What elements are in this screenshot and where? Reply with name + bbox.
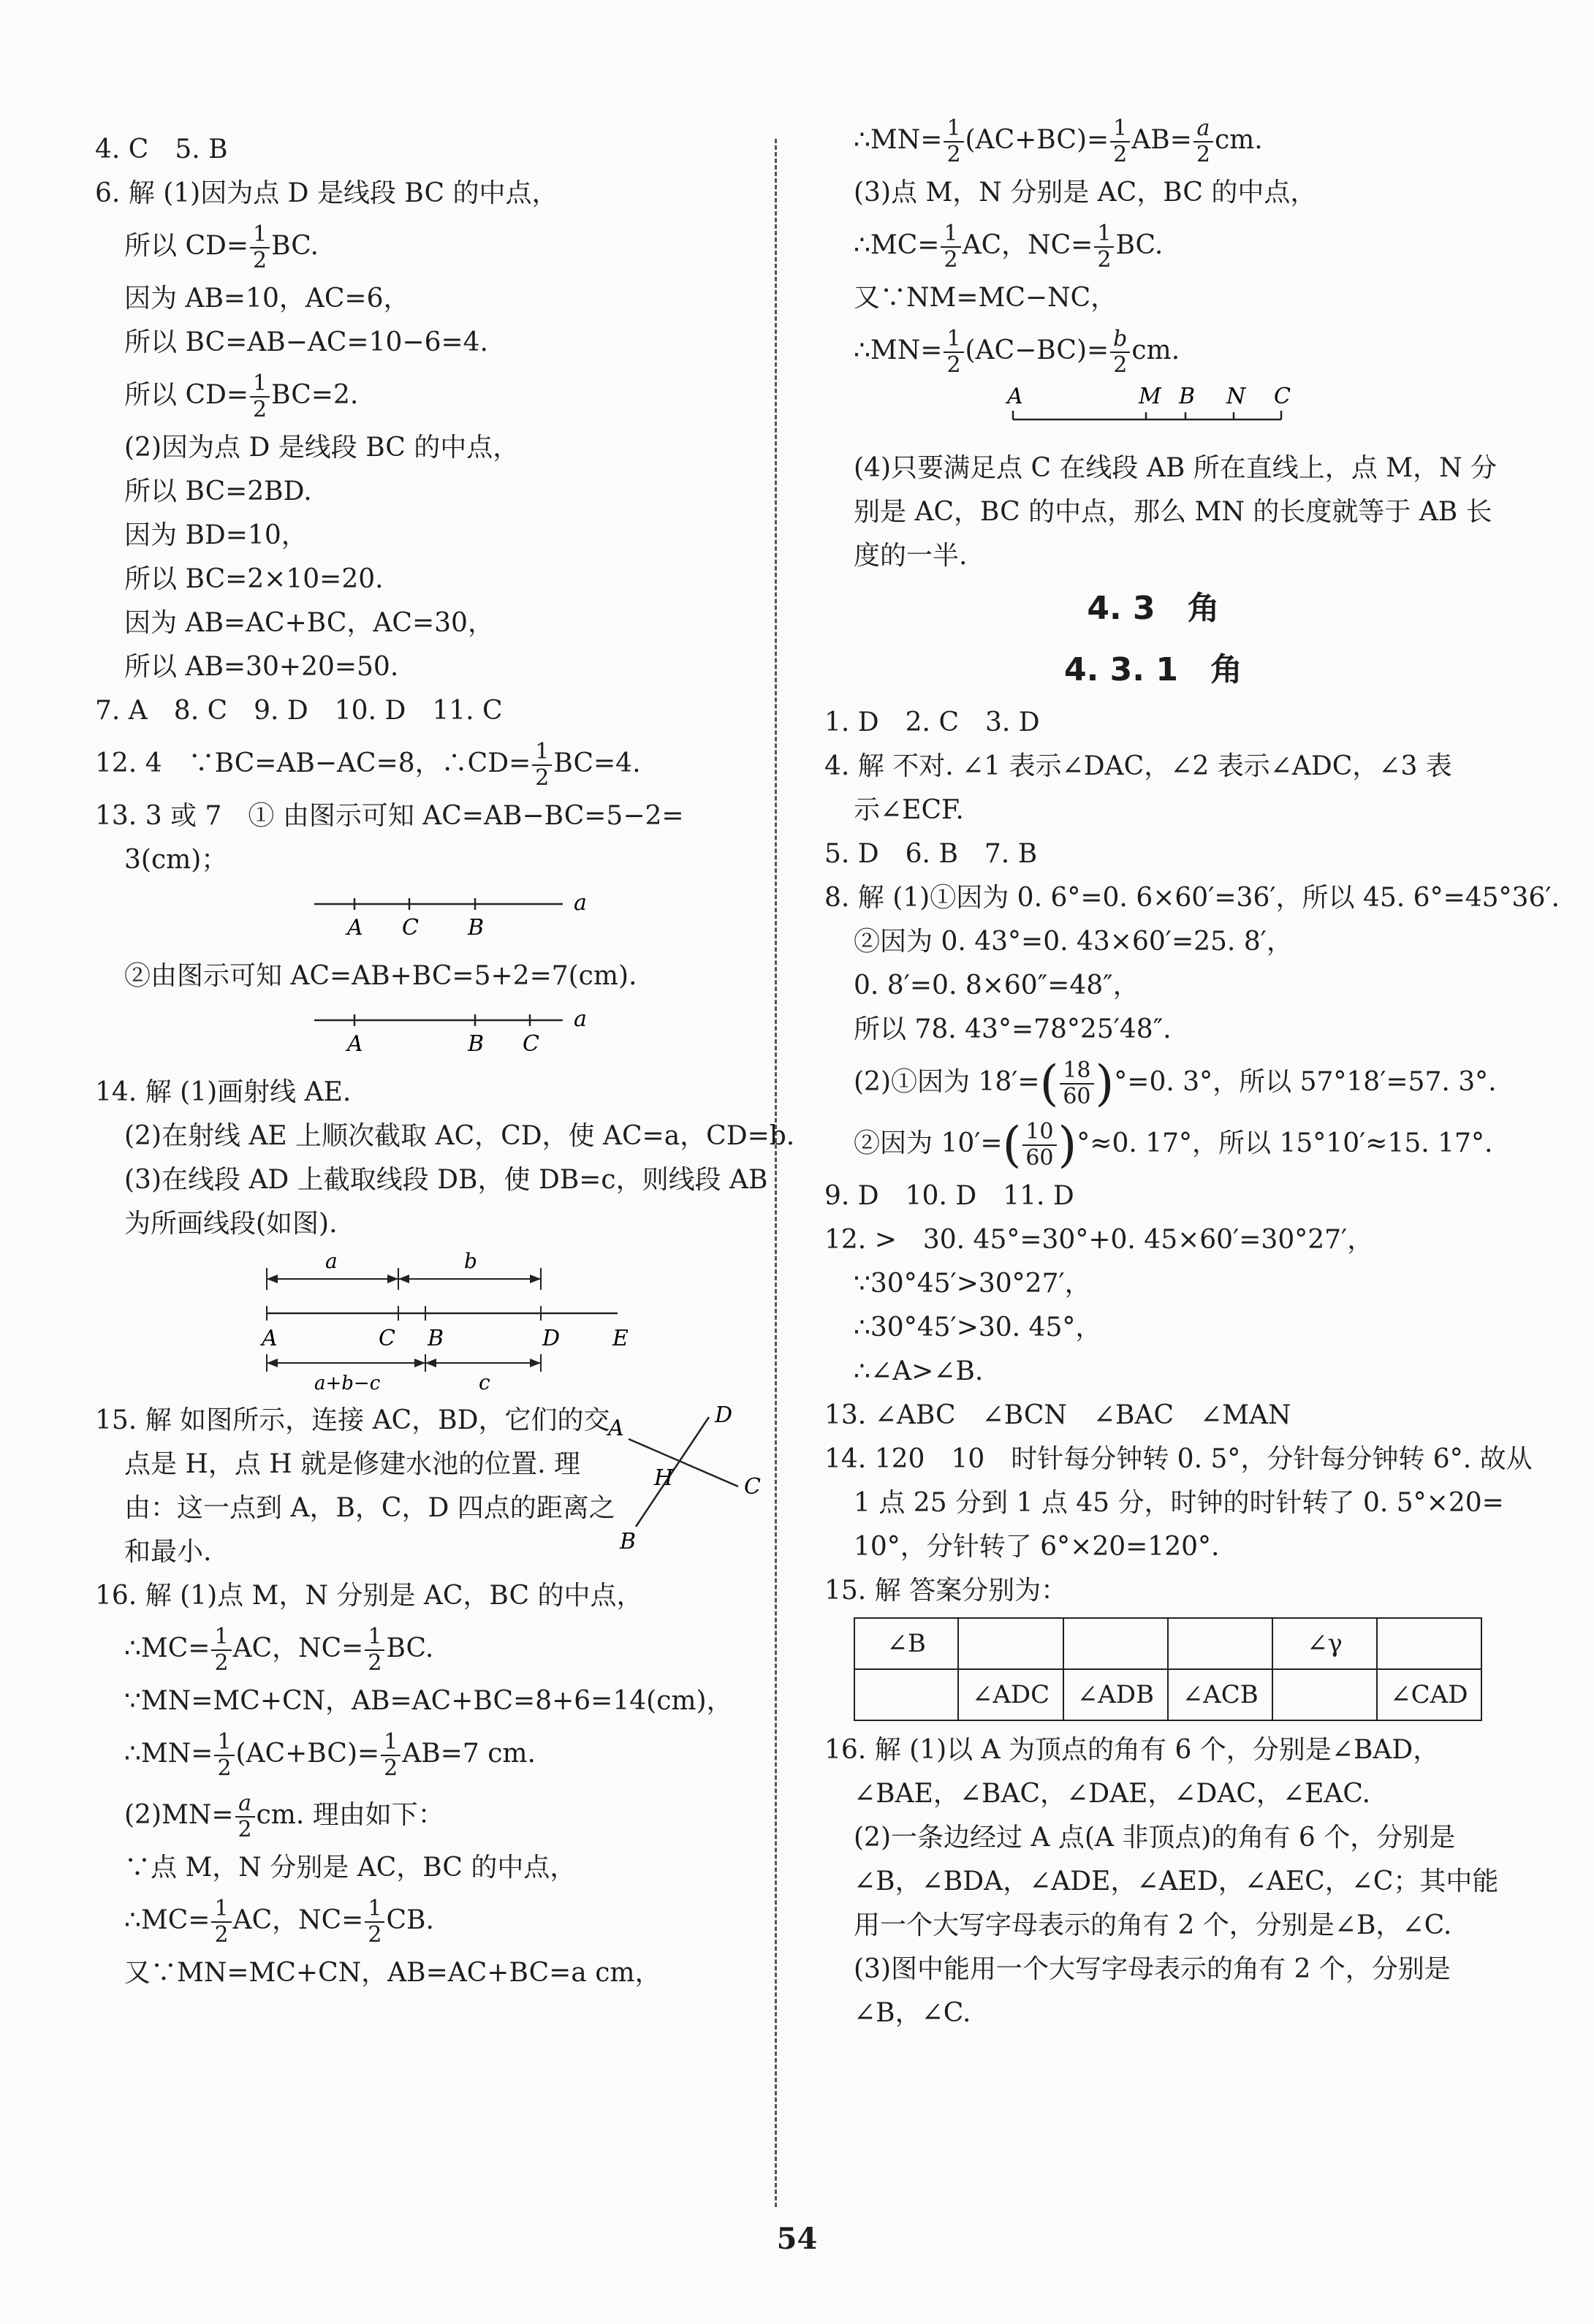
table-cell: ∠B	[854, 1618, 958, 1669]
q16-line5: (2)MN= $\frac{a}{2}$ cm. 理由如下：	[124, 1791, 444, 1842]
q6-line9: 所以 BC=2×10=20.	[124, 564, 384, 594]
answers-7-11: 7. A 8. C 9. D 10. D 11. C	[95, 696, 503, 726]
q6-line5: 所以 CD= $\frac{1}{2}$ BC=2.	[124, 371, 359, 422]
table-cell	[958, 1618, 1063, 1669]
table-cell	[854, 1669, 958, 1720]
fraction: $\frac{1}{2}$	[1094, 221, 1114, 273]
q12-line4: ∴∠A>∠B.	[854, 1356, 984, 1386]
label-B: B	[620, 1529, 637, 1552]
q13-line3: ②由图示可知 AC=AB+BC=5+2=7(cm).	[124, 961, 637, 991]
q14-line1: 14. 120 10 时针每分钟转 0. 5°，分针每分钟转 6°. 故从	[824, 1444, 1533, 1474]
q8-line2: ②因为 0. 43°=0. 43×60′=25. 8′，	[854, 927, 1293, 957]
fraction: $\frac{18}{60}$	[1060, 1058, 1093, 1109]
q8-line6: ②因为 10′=( $\frac{10}{60}$ )°≈0. 17°，所以 15°10′≈15. 17°.	[854, 1117, 1493, 1173]
label-a: a	[325, 1249, 338, 1273]
q6-line4: 所以 BC=AB−AC=10−6=4.	[124, 327, 488, 357]
q16-line6: (3)图中能用一个大写字母表示的角有 2 个，分别是	[854, 1954, 1451, 1984]
answer-table	[854, 1617, 1482, 1721]
r-line2: (3)点 M，N 分别是 AC，BC 的中点，	[854, 178, 1317, 208]
q16-line4: ∠B，∠BDA，∠ADE，∠AED，∠AEC，∠C；其中能	[854, 1867, 1499, 1896]
figure-14	[95, 1246, 767, 1392]
q4-line1: 4. 解 不对. ∠1 表示∠DAC，∠2 表示∠ADC，∠3 表	[824, 751, 1452, 781]
q16-line1: 16. 解 (1)点 M，N 分别是 AC，BC 的中点，	[95, 1581, 643, 1611]
fraction: $\frac{1}{2}$	[365, 1896, 384, 1948]
answers-4-5: 4. C 5. B	[95, 134, 228, 164]
label-C: C	[744, 1474, 761, 1500]
q14-line3: 10°，分针转了 6°×20=120°.	[854, 1532, 1220, 1562]
q6-head: 6. 解 (1)因为点 D 是线段 BC 的中点，	[95, 178, 558, 208]
q16-line2: ∴MC= $\frac{1}{2}$ AC，NC= $\frac{1}{2}$ BC.	[124, 1624, 434, 1676]
q13-line1: 13. 3 或 7 ① 由图示可知 AC=AB−BC=5−2=	[95, 801, 684, 831]
label-C: C	[1274, 384, 1291, 409]
answers-5-7: 5. D 6. B 7. B	[824, 839, 1038, 869]
q15-line1: 15. 解 如图所示，连接 AC，BD，它们的交	[95, 1405, 610, 1435]
q6-line2: 所以 CD= $\frac{1}{2}$ BC.	[124, 221, 319, 273]
table-cell: ∠γ	[1272, 1618, 1376, 1669]
label-b: b	[464, 1249, 477, 1273]
left-column	[95, 128, 795, 1995]
label-C: C	[379, 1326, 395, 1351]
label-B: B	[1179, 384, 1196, 409]
q14-line3: (3)在线段 AD 上截取线段 DB，使 DB=c，则线段 AB	[124, 1165, 768, 1195]
q16-line3: ∵MN=MC+CN，AB=AC+BC=8+6=14(cm)，	[124, 1686, 733, 1716]
column-divider	[775, 139, 777, 2207]
q14-line2: (2)在射线 AE 上顺次截取 AC，CD，使 AC=a，CD=b.	[124, 1121, 795, 1151]
q12: 12. 4 ∵BC=AB−AC=8，∴CD= $\frac{1}{2}$ BC=4.	[95, 739, 641, 791]
label-B: B	[428, 1326, 444, 1351]
q15-block	[95, 1399, 767, 1574]
table-cell: ∠ADB	[1063, 1669, 1168, 1720]
r-line4: 又∵NM=MC−NC，	[854, 283, 1117, 313]
q12-line2: ∵30°45′>30°27′，	[854, 1269, 1091, 1299]
table-cell: ∠CAD	[1377, 1669, 1481, 1720]
fraction: $\frac{1}{2}$	[532, 740, 552, 791]
fraction: $\frac{1}{2}$	[365, 1625, 384, 1676]
q6-line7: 所以 BC=2BD.	[124, 476, 312, 506]
fraction: $\frac{1}{2}$	[1110, 116, 1130, 167]
q13: 13. ∠ABC ∠BCN ∠BAC ∠MAN	[824, 1400, 1291, 1430]
fraction: $\frac{1}{2}$	[211, 1896, 231, 1948]
q4-line2: 示∠ECF.	[854, 795, 964, 825]
fraction: $\frac{1}{2}$	[381, 1730, 401, 1781]
q8-line5: (2)①因为 18′=( $\frac{18}{60}$ )°=0. 3°，所以 57°18′=57. 3°.	[854, 1055, 1497, 1112]
figure-15	[599, 1399, 775, 1552]
label-C: C	[402, 915, 419, 941]
label-c: c	[479, 1370, 490, 1392]
q16-line6: ∵点 M，N 分别是 AC，BC 的中点，	[124, 1853, 577, 1883]
fraction: $\frac{1}{2}$	[944, 116, 963, 167]
q15-line3: 由：这一点到 A，B，C，D 四点的距离之	[124, 1493, 615, 1523]
q16-line2: ∠BAE，∠BAC，∠DAE，∠DAC，∠EAC.	[854, 1779, 1371, 1809]
q8-line1: 8. 解 (1)①因为 0. 6°=0. 6×60′=36′，所以 45. 6°=45°36′.	[824, 883, 1560, 913]
label-A: A	[347, 915, 363, 941]
q15-line2: 点是 H，点 H 就是修建水池的位置. 理	[124, 1449, 581, 1479]
table-cell	[1272, 1669, 1376, 1720]
label-N: N	[1226, 384, 1246, 409]
page-number: 54	[776, 2222, 818, 2256]
label-A: A	[1007, 384, 1023, 409]
q6-line8: 因为 BD=10，	[124, 520, 308, 550]
q8-line4: 所以 78. 43°=78°25′48″.	[854, 1014, 1172, 1044]
label-D: D	[542, 1326, 561, 1351]
label-B: B	[468, 1031, 485, 1057]
answers-9-11: 9. D 10. D 11. D	[824, 1181, 1074, 1211]
q16-line7: ∠B，∠C.	[854, 1998, 971, 2028]
figure-13a	[95, 882, 767, 948]
label-a: a	[574, 890, 587, 916]
label-C: C	[523, 1031, 539, 1057]
q15-line1: 15. 解 答案分别为：	[824, 1576, 1068, 1606]
q14-line4: 为所画线段(如图).	[124, 1209, 338, 1239]
q12-line3: ∴30°45′>30. 45°，	[854, 1313, 1102, 1343]
section-title-4-3-1: 4. 3. 1 角	[1064, 651, 1242, 688]
table-cell	[1063, 1618, 1168, 1669]
q16-line4: ∴MN= $\frac{1}{2}$ (AC+BC)= $\frac{1}{2}$ AB=7 cm.	[124, 1729, 536, 1781]
r-line5: ∴MN= $\frac{1}{2}$ (AC−BC)= $\frac{b}{2}$ cm.	[854, 326, 1180, 378]
label-D: D	[715, 1402, 733, 1428]
q12-line1: 12. > 30. 45°=30°+0. 45×60′=30°27′，	[824, 1225, 1374, 1255]
q14-line1: 14. 解 (1)画射线 AE.	[95, 1077, 352, 1107]
table-row	[854, 1618, 1481, 1669]
fraction: $\frac{1}{2}$	[211, 1625, 231, 1676]
label-a: a	[574, 1006, 587, 1032]
r-line1: ∴MN= $\frac{1}{2}$ (AC+BC)= $\frac{1}{2}$ AB= $\frac{a}{2}$ cm.	[854, 115, 1263, 167]
fraction: $\frac{1}{2}$	[214, 1730, 234, 1781]
q8-line3: 0. 8′=0. 8×60″=48″，	[854, 971, 1139, 1000]
label-E: E	[612, 1326, 629, 1351]
figure-13b	[95, 998, 767, 1064]
label-a-plus-b-minus-c: a+b−c	[314, 1372, 381, 1392]
q16-line1: 16. 解 (1)以 A 为顶点的角有 6 个，分别是∠BAD，	[824, 1735, 1440, 1765]
q6-line6: (2)因为点 D 是线段 BC 的中点，	[124, 433, 520, 463]
fraction: $\frac{a}{2}$	[235, 1791, 255, 1842]
q16-line7: ∴MC= $\frac{1}{2}$ AC，NC= $\frac{1}{2}$ CB.	[124, 1896, 434, 1948]
q6-line3: 因为 AB=10，AC=6，	[124, 284, 410, 314]
answers-1-3: 1. D 2. C 3. D	[824, 707, 1040, 737]
fraction: $\frac{1}{2}$	[250, 222, 270, 273]
q13-line2: 3(cm)；	[124, 845, 228, 875]
table-cell	[1377, 1618, 1481, 1669]
fraction: $\frac{1}{2}$	[944, 327, 963, 378]
right-column	[824, 110, 1560, 2035]
label-B: B	[468, 915, 485, 941]
label-A: A	[608, 1416, 624, 1441]
figure-amnbc	[824, 381, 1482, 440]
fraction: $\frac{10}{60}$	[1022, 1120, 1056, 1171]
q6-line11: 所以 AB=30+20=50.	[124, 652, 399, 682]
r-line3: ∴MC= $\frac{1}{2}$ AC，NC= $\frac{1}{2}$ BC.	[854, 221, 1164, 273]
table-cell: ∠ACB	[1168, 1669, 1272, 1720]
q15-line4: 和最小.	[124, 1537, 212, 1567]
fraction: $\frac{b}{2}$	[1110, 327, 1130, 378]
table-row	[854, 1669, 1481, 1720]
q16-line3: (2)一条边经过 A 点(A 非顶点)的角有 6 个，分别是	[854, 1823, 1456, 1853]
r-line6: (4)只要满足点 C 在线段 AB 所在直线上，点 M，N 分	[854, 453, 1498, 483]
fraction: $\frac{1}{2}$	[941, 221, 960, 273]
label-M: M	[1139, 384, 1161, 409]
fraction: $\frac{1}{2}$	[250, 371, 270, 422]
q16-line8: 又∵MN=MC+CN，AB=AC+BC=a cm，	[124, 1958, 661, 1988]
section-title-4-3: 4. 3 角	[1087, 590, 1220, 627]
label-H: H	[654, 1465, 674, 1491]
fraction: $\frac{a}{2}$	[1193, 116, 1213, 167]
label-A: A	[262, 1326, 278, 1351]
q14-line2: 1 点 25 分到 1 点 45 分，时钟的时针转了 0. 5°×20=	[854, 1488, 1504, 1518]
q16-line5: 用一个大写字母表示的角有 2 个，分别是∠B，∠C.	[854, 1910, 1452, 1940]
table-cell: ∠ADC	[958, 1669, 1063, 1720]
r-line8: 度的一半.	[854, 541, 968, 571]
q6-line10: 因为 AB=AC+BC，AC=30，	[124, 608, 494, 638]
label-A: A	[347, 1031, 363, 1057]
table-cell	[1168, 1618, 1272, 1669]
r-line7: 别是 AC，BC 的中点，那么 MN 的长度就等于 AB 长	[854, 497, 1492, 527]
